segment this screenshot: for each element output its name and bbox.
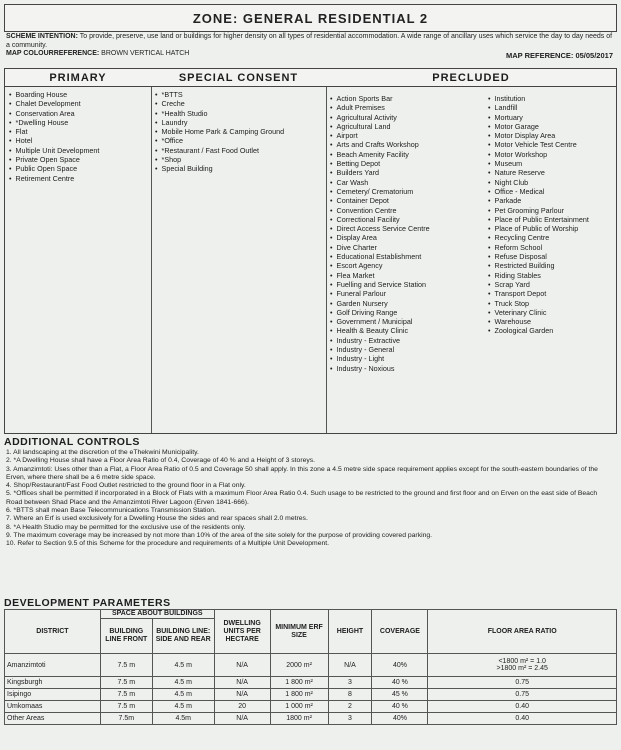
- precluded-use-item: • Mortuary: [488, 113, 618, 122]
- front-cell: 7.5 m: [100, 654, 152, 677]
- special-consent-item: • *Health Studio: [155, 109, 326, 118]
- map-colour-label: MAP COLOURREFERENCE:: [6, 50, 100, 57]
- table-row: [5, 654, 617, 677]
- precluded-use-item: • Industry - Noxious: [330, 364, 488, 373]
- precluded-use-item: • Adult Premises: [330, 103, 488, 112]
- primary-use-item: • Hotel: [9, 136, 151, 145]
- special-consent-heading: SPECIAL CONSENT: [151, 69, 326, 87]
- precluded-use-item: • Warehouse: [488, 317, 618, 326]
- precluded-use-item: • Betting Depot: [330, 159, 488, 168]
- far-cell: 0.75: [428, 677, 617, 689]
- precluded-use-item: • Agricultural Activity: [330, 113, 488, 122]
- intent-text: To provide, preserve, use land or buildings for higher density on all types of residential accommodation. A wide range of ancillary uses which service the day to day needs of a community.: [6, 33, 613, 49]
- far-value-2: >1800 m² = 2.45: [496, 665, 548, 672]
- table-row: [5, 701, 617, 713]
- control-item: 4. Shop/Restaurant/Fast Food Outlet restricted to the ground floor in a Flat only.: [6, 482, 246, 490]
- special-consent-item: • Mobile Home Park & Camping Ground: [155, 127, 326, 136]
- precluded-use-item: • Recycling Centre: [488, 233, 618, 242]
- special-consent-item: • *Shop: [155, 155, 326, 164]
- precluded-use-item: • Parkade: [488, 196, 618, 205]
- control-item: 9. The maximum coverage may be increased by not more than 10% of the area of the site solely for the purpose of providing covered parking.: [6, 531, 433, 539]
- precluded-use-item: • Scrap Yard: [488, 280, 618, 289]
- primary-use-item: • *Dwelling House: [9, 118, 151, 127]
- primary-use-item: • Retirement Centre: [9, 174, 151, 183]
- precluded-use-item: • Cemetery/ Crematorium: [330, 187, 488, 196]
- dwelling-cell: N/A: [214, 654, 270, 677]
- precluded-use-item: • Dive Charter: [330, 243, 488, 252]
- precluded-list-left: [326, 94, 488, 373]
- precluded-use-item: • Restricted Building: [488, 261, 618, 270]
- height-cell: N/A: [328, 654, 372, 677]
- primary-heading: PRIMARY: [5, 69, 151, 87]
- precluded-use-item: • Display Area: [330, 233, 488, 242]
- district-cell: Isipingo: [5, 689, 101, 701]
- precluded-use-item: • Motor Vehicle Test Centre: [488, 140, 618, 149]
- precluded-use-item: • Night Club: [488, 178, 618, 187]
- precluded-use-item: • Transport Depot: [488, 289, 618, 298]
- side-cell: 4.5m: [152, 713, 214, 725]
- table-row: [5, 713, 617, 725]
- height-header: HEIGHT: [328, 610, 372, 654]
- side-cell: 4.5 m: [152, 689, 214, 701]
- control-item: 8. *A Health Studio may be permitted for the exclusive use of the residents only.: [6, 523, 246, 531]
- precluded-use-item: • Action Sports Bar: [330, 94, 488, 103]
- precluded-use-item: • Place of Public Entertainment: [488, 215, 618, 224]
- precluded-use-item: • Garden Nursery: [330, 299, 488, 308]
- precluded-use-item: • Motor Display Area: [488, 131, 618, 140]
- precluded-use-item: • Institution: [488, 94, 618, 103]
- erf-cell: 1 000 m²: [270, 701, 328, 713]
- precluded-use-item: • Riding Stables: [488, 271, 618, 280]
- side-cell: 4.5 m: [152, 677, 214, 689]
- precluded-use-item: • Truck Stop: [488, 299, 618, 308]
- special-consent-item: • *Restaurant / Fast Food Outlet: [155, 146, 326, 155]
- table-row: [5, 677, 617, 689]
- front-header: BUILDING LINE FRONT: [100, 619, 152, 654]
- precluded-use-item: • Pet Grooming Parlour: [488, 206, 618, 215]
- control-item: 3. Amanzimtoti: Uses other than a Flat, a Floor Area Ratio of 0.5 and Coverage 50 shall apply. In this zone a 4.5 metre side space requirement applies except for the south-eastern boundaries of the Erven, where there shall be a 6 metre side space.: [6, 465, 598, 481]
- special-consent-list: [151, 90, 326, 174]
- primary-use-item: • Private Open Space: [9, 155, 151, 164]
- precluded-use-item: • Builders Yard: [330, 168, 488, 177]
- precluded-use-item: • Arts and Crafts Workshop: [330, 140, 488, 149]
- special-consent-column: [151, 69, 327, 433]
- primary-list: [5, 90, 151, 183]
- precluded-use-item: • Flea Market: [330, 271, 488, 280]
- height-cell: 3: [328, 677, 372, 689]
- dwelling-cell: N/A: [214, 677, 270, 689]
- far-cell: [428, 654, 617, 677]
- precluded-use-item: • Government / Municipal: [330, 317, 488, 326]
- primary-column: [5, 69, 152, 433]
- precluded-use-item: • Funeral Parlour: [330, 289, 488, 298]
- special-consent-item: • Creche: [155, 99, 326, 108]
- primary-use-item: • Public Open Space: [9, 164, 151, 173]
- front-cell: 7.5m: [100, 713, 152, 725]
- coverage-cell: 40%: [372, 654, 428, 677]
- front-cell: 7.5 m: [100, 701, 152, 713]
- precluded-use-item: • Museum: [488, 159, 618, 168]
- precluded-use-item: • Zoological Garden: [488, 326, 618, 335]
- precluded-use-item: • Correctional Facility: [330, 215, 488, 224]
- precluded-use-item: • Refuse Disposal: [488, 252, 618, 261]
- precluded-use-item: • Educational Establishment: [330, 252, 488, 261]
- side-header: BUILDING LINE: SIDE AND REAR: [152, 619, 214, 654]
- map-colour-value: BROWN VERTICAL HATCH: [101, 50, 190, 57]
- control-item: 10. Refer to Section 9.5 of this Scheme for the procedure and requirements of a Multiple Unit Development.: [6, 540, 330, 548]
- special-consent-item: • *BTTS: [155, 90, 326, 99]
- precluded-use-item: • Car Wash: [330, 178, 488, 187]
- precluded-use-item: • Veterinary Clinic: [488, 308, 618, 317]
- far-cell: 0.40: [428, 713, 617, 725]
- precluded-use-item: • Beach Amenity Facility: [330, 150, 488, 159]
- intent-label: SCHEME INTENTION:: [6, 33, 78, 40]
- precluded-column: [326, 69, 616, 433]
- height-cell: 8: [328, 689, 372, 701]
- precluded-use-item: • Reform School: [488, 243, 618, 252]
- dwelling-header: DWELLING UNITS PER HECTARE: [214, 610, 270, 654]
- erf-cell: 1 800 m²: [270, 677, 328, 689]
- coverage-cell: 40 %: [372, 677, 428, 689]
- additional-controls-list: [6, 449, 614, 549]
- precluded-use-item: • Direct Access Service Centre: [330, 224, 488, 233]
- primary-use-item: • Conservation Area: [9, 109, 151, 118]
- side-cell: 4.5 m: [152, 654, 214, 677]
- front-cell: 7.5 m: [100, 689, 152, 701]
- development-parameters-table: [4, 609, 617, 725]
- precluded-use-item: • Convention Centre: [330, 206, 488, 215]
- district-cell: Other Areas: [5, 713, 101, 725]
- additional-controls-heading: ADDITIONAL CONTROLS: [4, 436, 140, 448]
- primary-use-item: • Flat: [9, 127, 151, 136]
- far-cell: 0.40: [428, 701, 617, 713]
- precluded-use-item: • Health & Beauty Clinic: [330, 326, 488, 335]
- title-bar: [4, 4, 617, 32]
- district-cell: Umkomaas: [5, 701, 101, 713]
- control-item: 2. *A Dwelling House shall have a Floor Area Ratio of 0.4, Coverage of 40 % and a Height of 3 storeys.: [6, 457, 316, 465]
- precluded-use-item: • Place of Public of Worship: [488, 224, 618, 233]
- development-parameters-heading: DEVELOPMENT PARAMETERS: [4, 597, 171, 609]
- coverage-cell: 40 %: [372, 701, 428, 713]
- special-consent-item: • Special Building: [155, 164, 326, 173]
- side-cell: 4.5 m: [152, 701, 214, 713]
- precluded-use-item: • Container Depot: [330, 196, 488, 205]
- precluded-use-item: • Motor Garage: [488, 122, 618, 131]
- dwelling-cell: N/A: [214, 713, 270, 725]
- dwelling-cell: N/A: [214, 689, 270, 701]
- precluded-use-item: • Industry - Extractive: [330, 336, 488, 345]
- precluded-use-item: • Escort Agency: [330, 261, 488, 270]
- control-item: 1. All landscaping at the discretion of the eThekwini Municipality.: [6, 449, 199, 456]
- precluded-use-item: • Industry - Light: [330, 354, 488, 363]
- map-reference: MAP REFERENCE: 05/05/2017: [506, 51, 613, 60]
- dwelling-cell: 20: [214, 701, 270, 713]
- special-consent-item: • Laundry: [155, 118, 326, 127]
- parameters-body: [5, 654, 617, 725]
- erf-header: MINIMUM ERF SIZE: [270, 610, 328, 654]
- precluded-heading: PRECLUDED: [326, 69, 616, 87]
- special-consent-item: • *Office: [155, 136, 326, 145]
- precluded-use-item: • Industry - General: [330, 345, 488, 354]
- far-cell: 0.75: [428, 689, 617, 701]
- erf-cell: 1800 m²: [270, 713, 328, 725]
- far-value: <1800 m² = 1.0: [498, 658, 546, 665]
- precluded-use-item: • Office - Medical: [488, 187, 618, 196]
- use-columns: [4, 68, 617, 434]
- height-cell: 2: [328, 701, 372, 713]
- district-cell: Kingsburgh: [5, 677, 101, 689]
- zone-title: ZONE: GENERAL RESIDENTIAL 2: [192, 10, 429, 26]
- front-cell: 7.5 m: [100, 677, 152, 689]
- table-row: [5, 689, 617, 701]
- primary-use-item: • Multiple Unit Development: [9, 146, 151, 155]
- precluded-use-item: • Landfill: [488, 103, 618, 112]
- primary-use-item: • Boarding House: [9, 90, 151, 99]
- precluded-list-right: [484, 94, 618, 336]
- precluded-use-item: • Nature Reserve: [488, 168, 618, 177]
- control-item: 5. *Offices shall be permitted if incorporated in a Block of Flats with a maximum Floor Area Ratio 0.4. Such usage to be restricted to the ground and first floor and on Erven on the east side of Beach Road between Shad Place and the Amanzimtoti River Lagoon (Erven 1841-666).: [6, 490, 598, 506]
- erf-cell: 2000 m²: [270, 654, 328, 677]
- precluded-use-item: • Fuelling and Service Station: [330, 280, 488, 289]
- precluded-use-item: • Golf Driving Range: [330, 308, 488, 317]
- precluded-use-item: • Agricultural Land: [330, 122, 488, 131]
- district-cell: Amanzimtoti: [5, 654, 101, 677]
- control-item: 6. *BTTS shall mean Base Telecommunications Transmission Station.: [6, 507, 216, 515]
- control-item: 7. Where an Erf is used exclusively for a Dwelling House the sides and rear spaces shall 2.0 metres.: [6, 515, 308, 523]
- coverage-cell: 45 %: [372, 689, 428, 701]
- precluded-use-item: • Airport: [330, 131, 488, 140]
- space-header: SPACE ABOUT BUILDINGS: [100, 610, 214, 619]
- far-header: FLOOR AREA RATIO: [428, 610, 617, 654]
- coverage-cell: 40%: [372, 713, 428, 725]
- erf-cell: 1 800 m²: [270, 689, 328, 701]
- header-row-1: [5, 610, 617, 619]
- coverage-header: COVERAGE: [372, 610, 428, 654]
- primary-use-item: • Chalet Development: [9, 99, 151, 108]
- height-cell: 3: [328, 713, 372, 725]
- district-header: DISTRICT: [5, 610, 101, 654]
- precluded-use-item: • Motor Workshop: [488, 150, 618, 159]
